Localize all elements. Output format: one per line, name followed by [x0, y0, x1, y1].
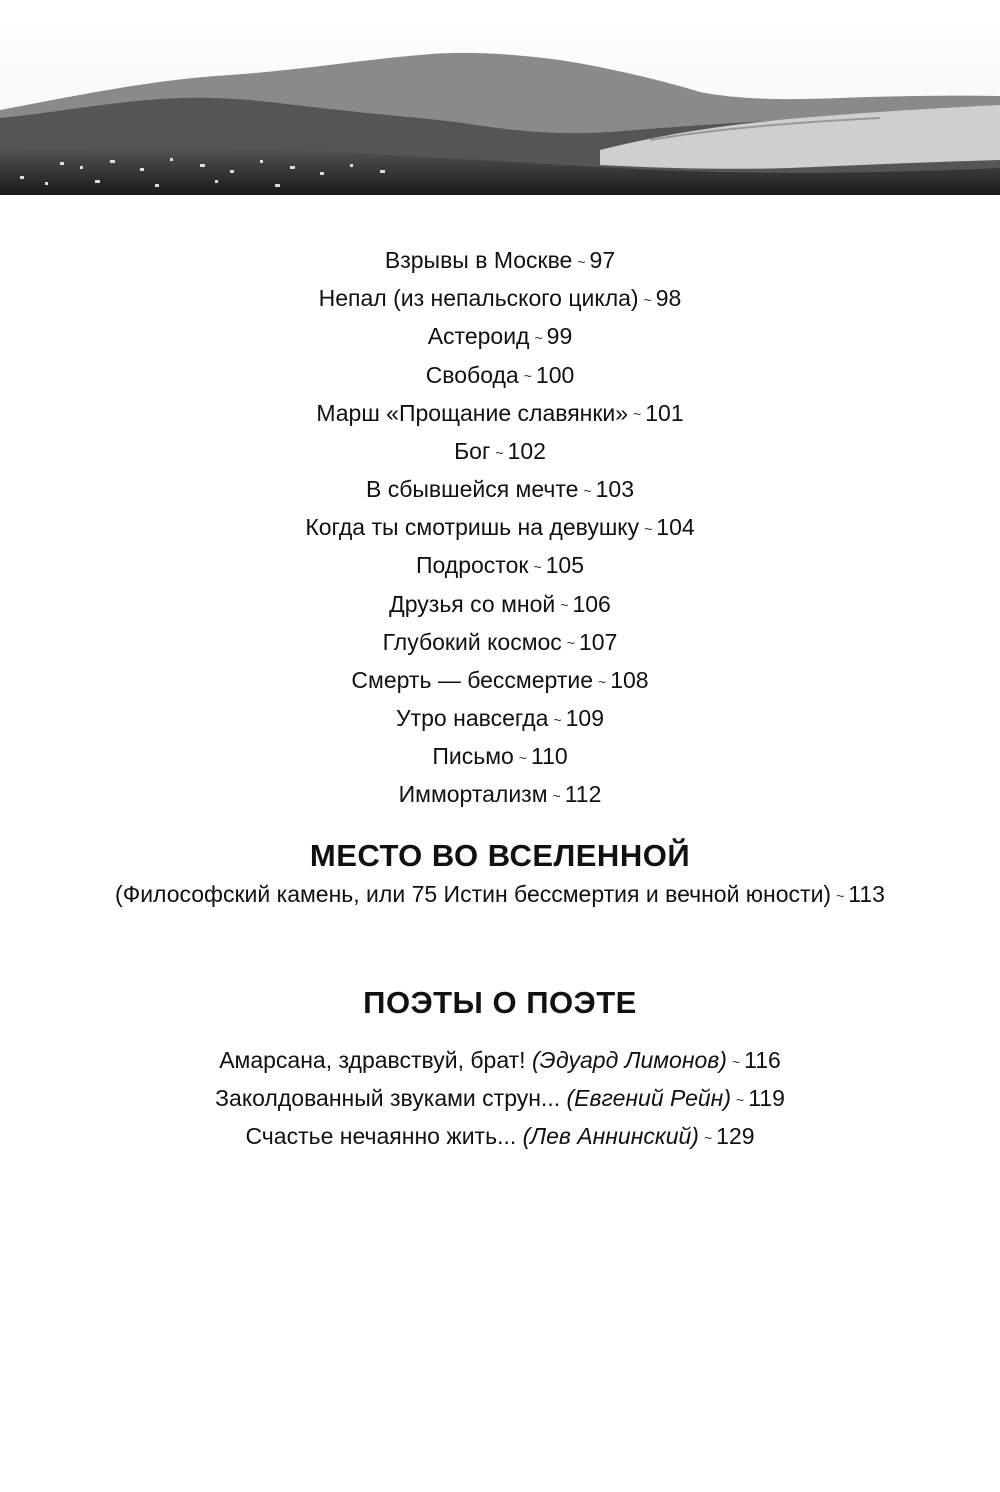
toc-entry — [0, 395, 1000, 433]
separator-glyph: ~ — [583, 482, 592, 499]
separator-glyph: ~ — [598, 673, 607, 690]
section-place-page: 113 — [848, 881, 885, 907]
toc-entry-title: В сбывшейся мечте — [365, 476, 579, 503]
toc-list — [0, 242, 1000, 815]
toc-entry — [0, 433, 1000, 471]
separator-glyph: ~ — [560, 597, 569, 614]
toc-entry — [0, 547, 1000, 585]
toc-entry-page: 106 — [572, 590, 611, 617]
section-heading-place: МЕСТО ВО ВСЕЛЕННОЙ — [309, 838, 691, 873]
poets-entry-page: 116 — [744, 1047, 781, 1073]
poets-entry-title: Счастье нечаянно жить... — [245, 1123, 517, 1150]
separator-glyph: ~ — [534, 330, 543, 347]
toc-entry-page: 100 — [535, 361, 575, 388]
toc-entry-title: Непал (из непальского цикла) — [318, 285, 639, 312]
toc-entry-title: Бог — [454, 437, 491, 464]
poets-entry-title: Амарсана, здравствуй, брат! — [219, 1047, 526, 1073]
toc-entry-page: 103 — [595, 476, 635, 503]
toc-entry-title: Марш «Прощание славянки» — [316, 399, 629, 426]
poets-entry-author: (Эдуард Лимонов) — [531, 1047, 727, 1073]
toc-entry — [0, 624, 1000, 662]
separator-glyph: ~ — [836, 887, 845, 904]
poets-entry — [0, 1080, 1000, 1118]
section-place-subtitle: (Философский камень, или 75 Истин бессмертия и вечной юности) — [115, 881, 832, 907]
toc-entry — [0, 700, 1000, 738]
toc-entry-page: 112 — [564, 781, 602, 808]
poets-list — [0, 1042, 1000, 1157]
separator-glyph: ~ — [633, 406, 642, 423]
separator-glyph: ~ — [644, 520, 653, 537]
section-place-entry — [0, 881, 1000, 908]
toc-entry-page: 107 — [578, 628, 618, 655]
toc-entry — [0, 509, 1000, 547]
toc-entry-page: 99 — [546, 323, 573, 350]
poets-entry-author: (Евгений Рейн) — [566, 1085, 731, 1112]
toc-entry-title: Друзья со мной — [389, 590, 556, 617]
separator-glyph: ~ — [731, 1053, 741, 1070]
toc-entry-page: 109 — [565, 705, 604, 732]
separator-glyph: ~ — [518, 749, 527, 766]
toc-entry — [0, 357, 1000, 395]
separator-glyph: ~ — [643, 291, 652, 308]
separator-glyph: ~ — [577, 253, 586, 270]
toc-entry-title: Астероид — [427, 323, 530, 350]
separator-glyph: ~ — [523, 368, 532, 385]
separator-glyph: ~ — [552, 788, 561, 805]
toc-entry-title: Письмо — [432, 743, 514, 770]
separator-glyph: ~ — [566, 635, 575, 652]
toc-entry-title: Подросток — [415, 552, 529, 579]
toc-entry — [0, 280, 1000, 318]
toc-entry — [0, 242, 1000, 280]
toc-entry-title: Глубокий космос — [382, 628, 562, 655]
toc-entry-page: 101 — [645, 399, 684, 426]
toc-entry-page: 97 — [589, 247, 616, 273]
toc-entry-title: Взрывы в Москве — [384, 247, 573, 273]
toc-entry-title: Иммортализм — [398, 781, 548, 808]
toc-entry — [0, 318, 1000, 356]
toc-entry-page: 98 — [655, 285, 682, 312]
toc-entry-title: Утро навсегда — [396, 705, 549, 732]
toc-entry — [0, 662, 1000, 700]
toc-entry — [0, 776, 1000, 814]
poets-entry-author: (Лев Аннинский) — [522, 1123, 699, 1150]
toc-entry-title: Когда ты смотришь на девушку — [305, 514, 640, 541]
toc-entry-page: 102 — [507, 437, 546, 464]
poets-entry-title: Заколдованный звуками струн... — [215, 1085, 561, 1112]
toc-entry — [0, 586, 1000, 624]
section-heading-poets: ПОЭТЫ О ПОЭТЕ — [363, 985, 637, 1020]
toc-entry — [0, 738, 1000, 776]
toc-entry-title: Свобода — [425, 361, 519, 388]
separator-glyph: ~ — [703, 1130, 713, 1147]
separator-glyph: ~ — [736, 1091, 745, 1108]
toc-entry-page: 105 — [545, 552, 584, 579]
toc-entry — [0, 471, 1000, 509]
poets-entry-page: 129 — [716, 1123, 755, 1150]
toc-entry-page: 104 — [656, 514, 695, 541]
separator-glyph: ~ — [495, 444, 504, 461]
poets-entry — [0, 1118, 1000, 1156]
landscape-banner-image — [0, 0, 1000, 195]
separator-glyph: ~ — [533, 559, 542, 576]
separator-glyph: ~ — [553, 711, 562, 728]
toc-entry-title: Смерть — бессмертие — [351, 666, 593, 693]
toc-entry-page: 108 — [610, 666, 649, 693]
poets-entry-page: 119 — [748, 1085, 785, 1112]
toc-entry-page: 110 — [530, 743, 568, 770]
poets-entry — [0, 1042, 1000, 1080]
